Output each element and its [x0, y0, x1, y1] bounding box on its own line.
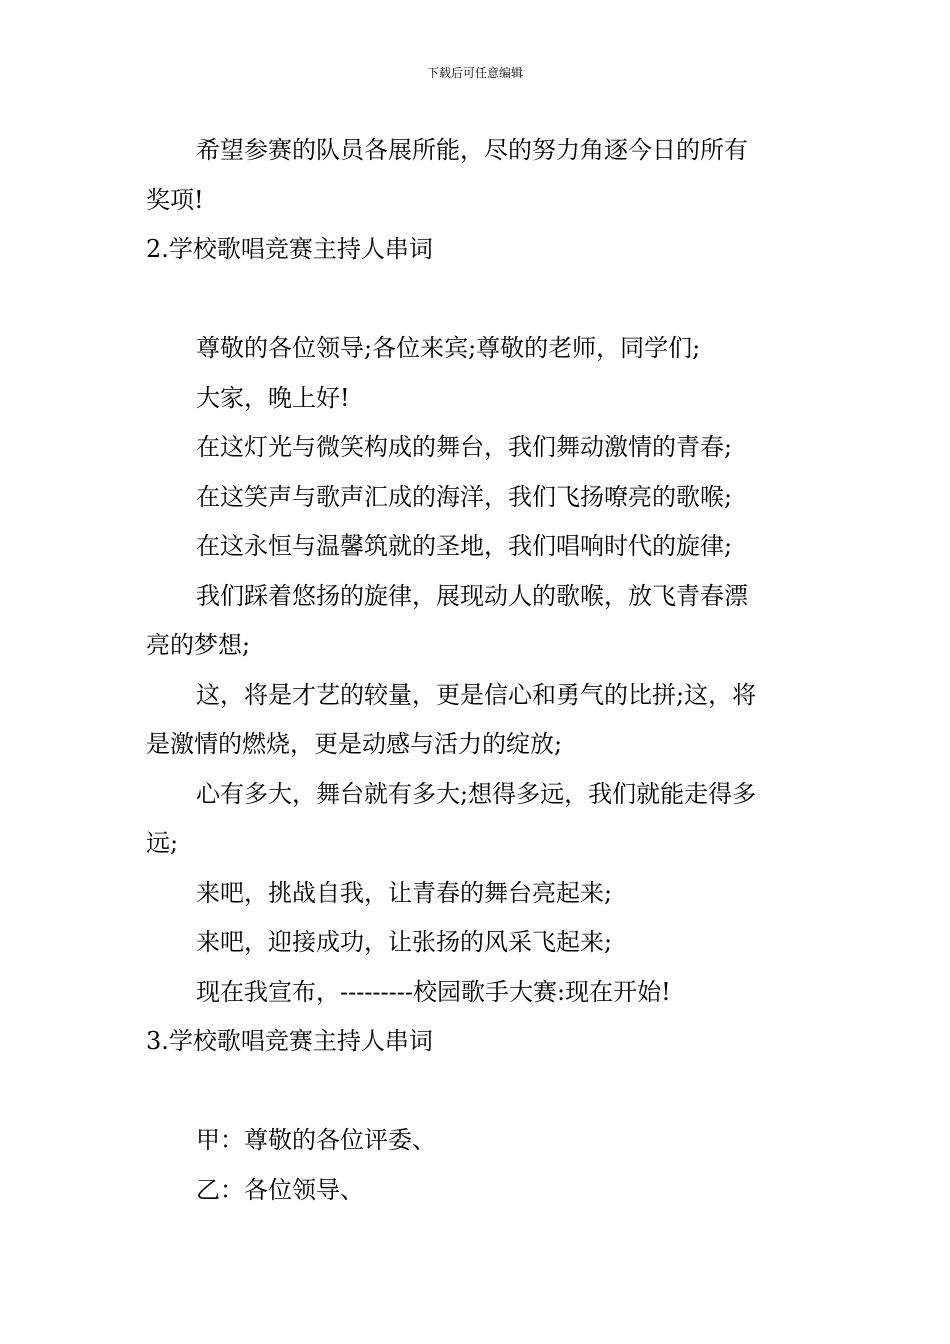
paragraph-line: 现在我宣布，---------校园歌手大赛:现在开始! [196, 977, 671, 1006]
section-heading: 2.学校歌唱竞赛主持人串词 [146, 235, 433, 263]
paragraph-line: 心有多大，舞台就有多大;想得多远，我们就能走得多 [196, 779, 757, 808]
paragraph-line: 来吧，迎接成功，让张扬的风采飞起来; [196, 928, 613, 956]
paragraph-line: 奖项! [146, 185, 204, 214]
paragraph-line: 亮的梦想; [146, 631, 251, 659]
paragraph-line: 在这笑声与歌声汇成的海洋，我们飞扬嘹亮的歌喉; [196, 482, 733, 511]
paragraph-line: 大家，晚上好! [196, 383, 350, 412]
paragraph-line: 是激情的燃烧，更是动感与活力的绽放; [146, 730, 563, 758]
paragraph-line: 乙：各位领导、 [196, 1175, 364, 1204]
blank-line [146, 275, 810, 325]
page-header: 下载后可任意编辑 [426, 66, 523, 80]
paragraph-line: 这，将是才艺的较量，更是信心和勇气的比拼;这，将 [196, 680, 757, 709]
paragraph-line: 尊敬的各位领导;各位来宾;尊敬的老师，同学们; [196, 334, 701, 362]
paragraph-line: 在这灯光与微笑构成的舞台，我们舞动激情的青春; [196, 433, 733, 461]
paragraph-line: 远; [146, 829, 179, 857]
paragraph-line: 希望参赛的队员各展所能，尽的努力角逐今日的所有 [196, 136, 748, 164]
paragraph-line: 来吧，挑战自我，让青春的舞台亮起来; [196, 878, 613, 907]
paragraph-line: 在这永恒与温馨筑就的圣地，我们唱响时代的旋律; [196, 532, 733, 560]
section-heading: 3.学校歌唱竞赛主持人串词 [146, 1027, 433, 1055]
paragraph-line: 我们踩着悠扬的旋律，展现动人的歌喉，放飞青春漂 [196, 581, 748, 610]
paragraph-line: 甲：尊敬的各位评委、 [196, 1126, 436, 1154]
document-body [146, 126, 810, 1215]
blank-line [146, 1067, 810, 1117]
